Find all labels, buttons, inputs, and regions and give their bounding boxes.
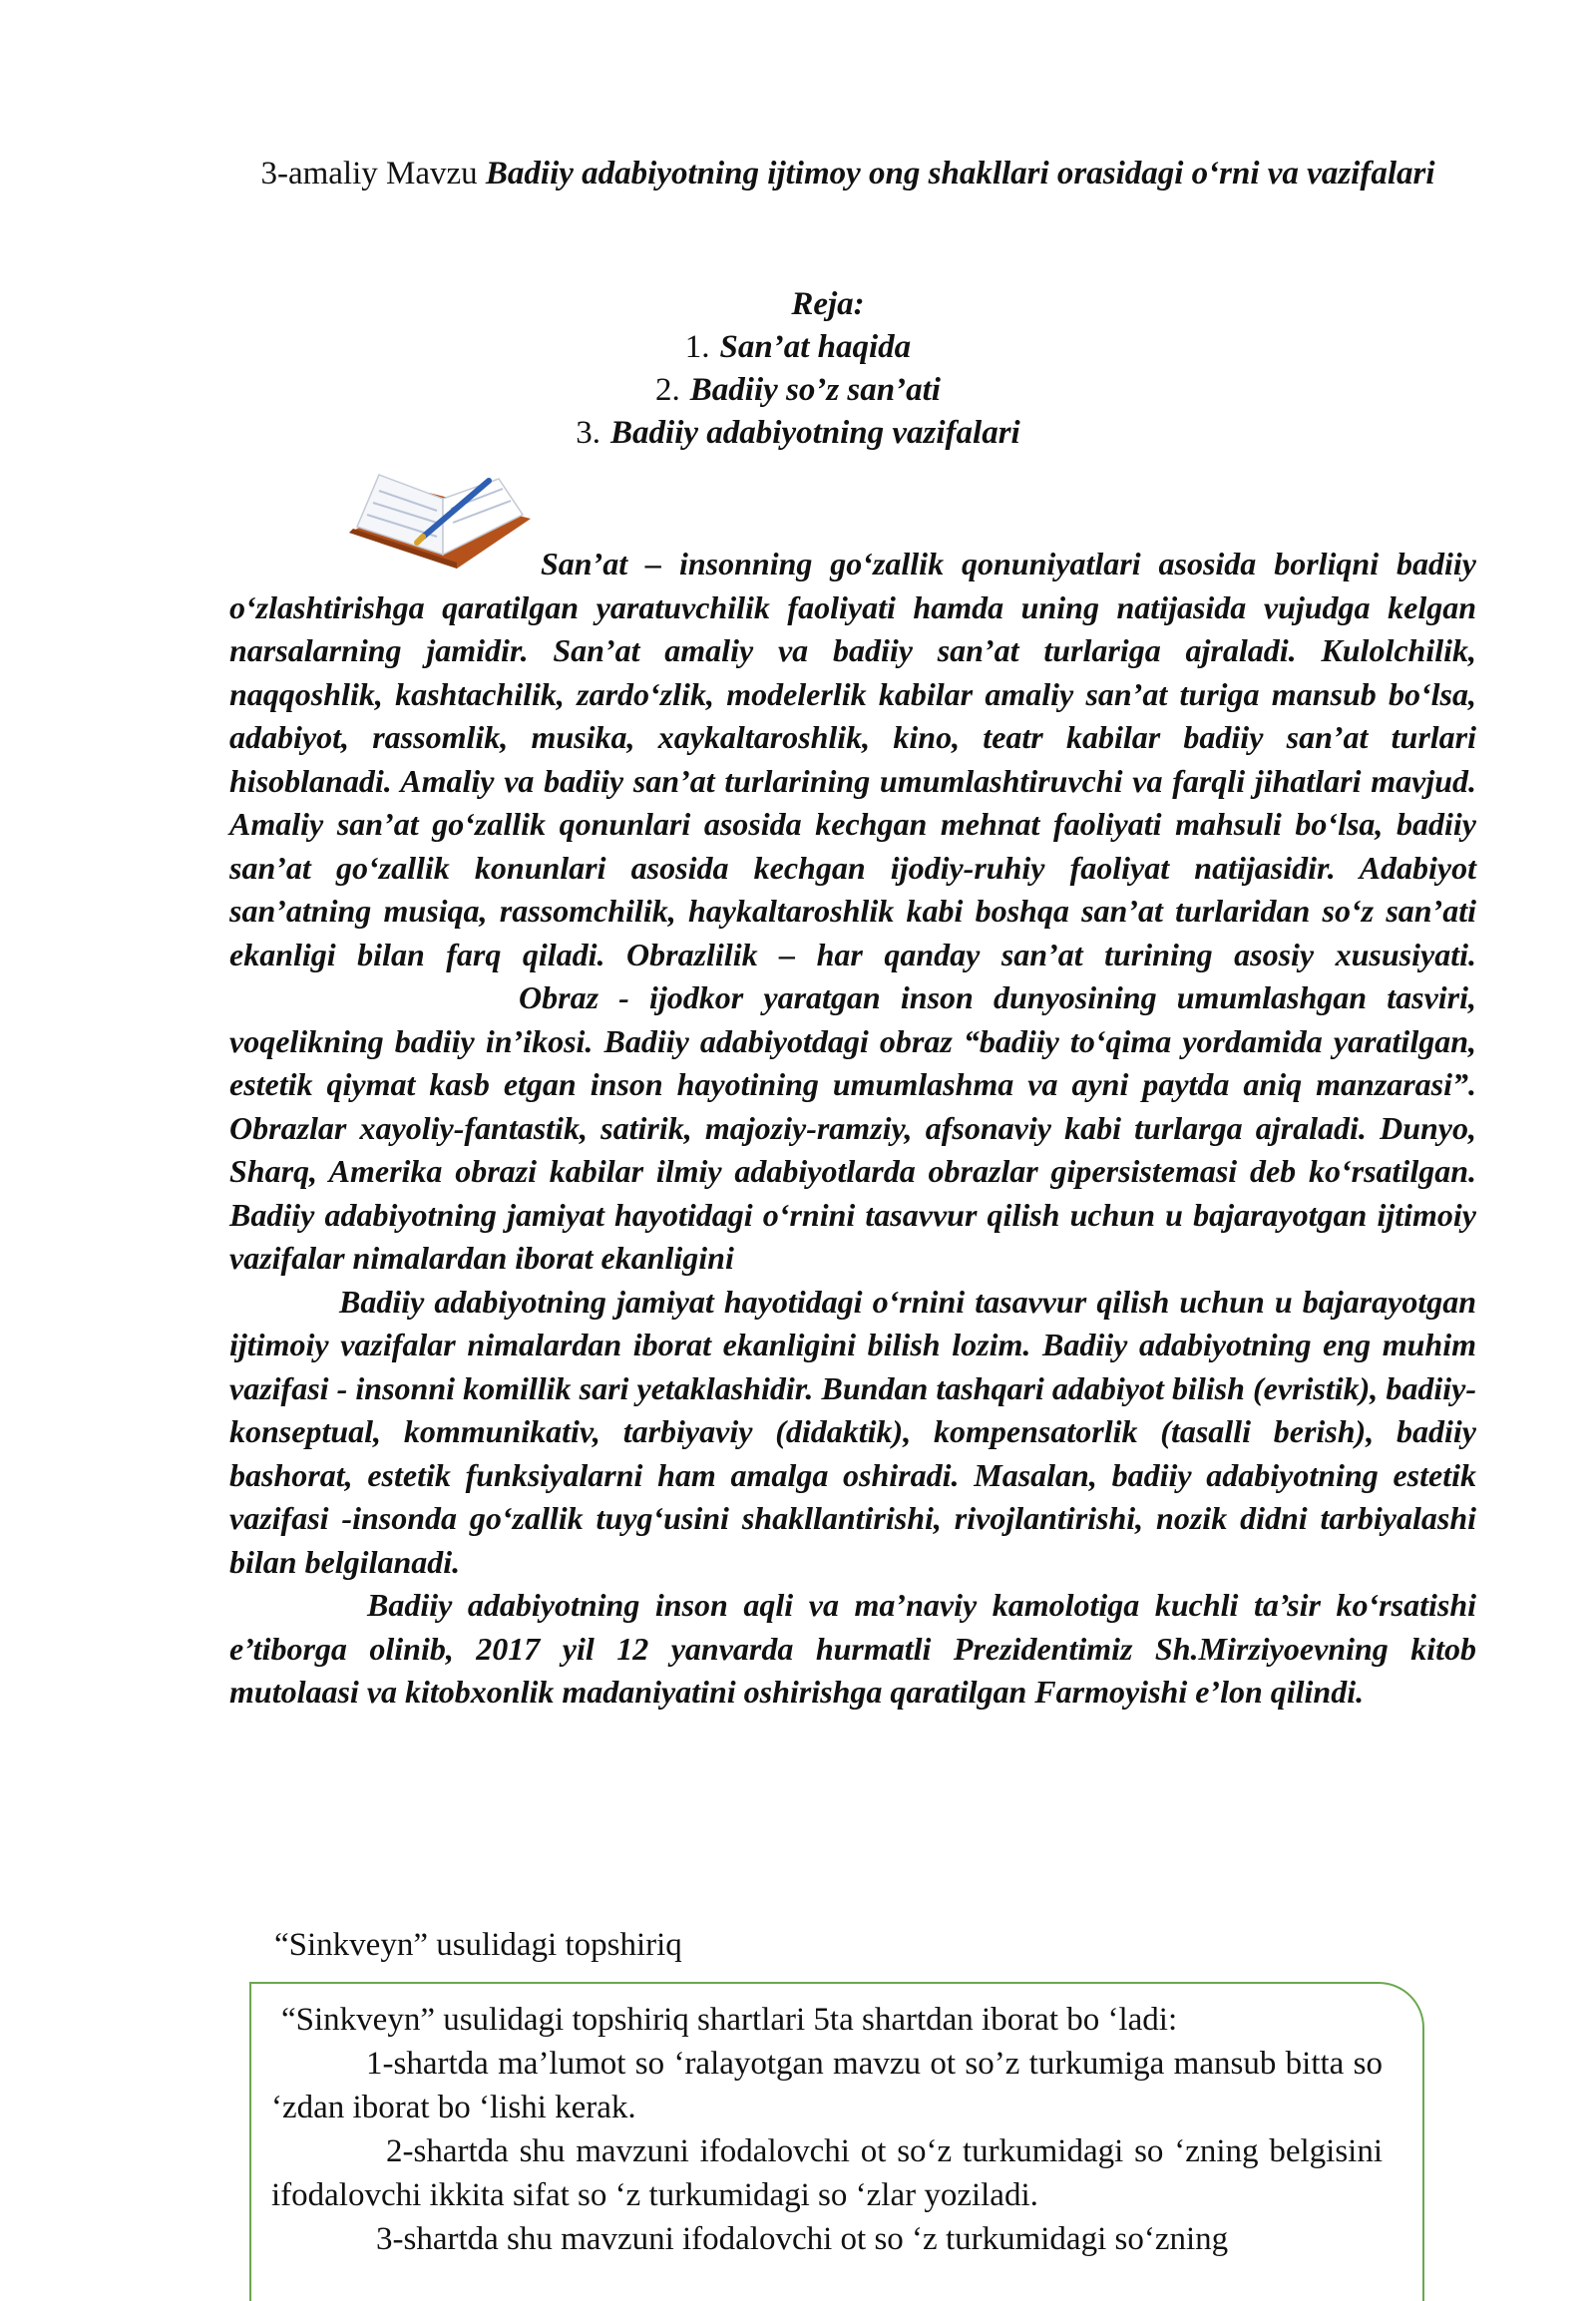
body-text <box>229 543 1476 1715</box>
task-line: “Sinkveyn” usulidagi topshiriq shartlari 5ta shartdan iborat bo ‘ladi: <box>281 2002 1178 2038</box>
plan-item: 3. Badiiy adabiyotning vazifalari <box>576 415 1020 451</box>
paragraph-3: Badiiy adabiyotning inson aqli va ma’naviy kamolotiga kuchli ta’sir ko‘rsatishi e’tiborga olinib, 2017 yil 12 yanvarda hurmatli Prezidentimiz Sh.Mirziyoevning kitob mutolaasi va kitobxonlik madaniyatini oshirishga qaratilgan Farmoyishi e’lon qilindi. <box>229 1587 1476 1710</box>
title-prefix: 3-amaliy Mavzu <box>260 156 486 192</box>
task-line: 2-shartda shu mavzuni ifodalovchi ot so‘z turkumidagi so ‘zning belgisini ifodalovchi ikkita sifat so ‘z turkumidagi so ‘zlar yoziladi. <box>271 2133 1383 2213</box>
plan-section <box>499 283 1097 455</box>
plan-item: 2. Badiiy so’z san’ati <box>655 372 941 408</box>
paragraph-1: San’at – insonning go‘zallik qonuniyatlari asosida borliqni badiiy o‘zlashtirishga qaratilgan yaratuvchilik faoliyati hamda uning natijasida vujudga kelgan narsalarning jamidir. San’at amaliy va badiiy san’at turlariga ajraladi. Kulolchilik, naqqoshlik, kashtachilik, zardo‘zlik, modelerlik kabilar amaliy san’at turiga mansub bo‘lsa, adabiyot, rassomlik, musika, xaykaltaroshlik, kino, teatr kabilar badiiy san’at turlari hisoblanadi. Amaliy va badiiy san’at turlarining umumlashtiruvchi va farqli jihatlari mavjud. Amaliy san’at go‘zallik qonunlari asosida kechgan mehnat faoliyati mahsuli bo‘lsa, badiiy san’at go‘zallik konunlari asosida kechgan ijodiy-ruhiy faoliyat natijasidir. Adabiyot san’atning musiqa, rassomchilik, haykaltaroshlik kabi boshqa san’at turlaridan so‘z san’ati ekanligi bilan farq qiladi. Obrazlilik – har qanday san’at turining asosiy xususiyati.Obraz - ijodkor yaratgan inson dunyosining umumlashgan tasviri, voqelikning badiiy in’ikosi. Badiiy adabiyotdagi obraz “badiiy to‘qima yordamida yaratilgan, estetik qiymat kasb etgan inson hayotining umumlashma va ayni paytda aniq manzarasi”. Obrazlar xayoliy-fantastik, satirik, majoziy-ramziy, afsonaviy kabi turlarga ajraladi. Dunyo, Sharq, Amerika obrazi kabilar ilmiy adabiyotlarda obrazlar gipersistemasi deb ko‘rsatilgan. Badiiy adabiyotning jamiyat hayotidagi o‘rnini tasavvur qilish uchun u bajarayotgan ijtimoiy vazifalar nimalardan iborat ekanligini <box>229 546 1476 1276</box>
plan-item: 1. San’at haqida <box>684 329 912 365</box>
task-line: 3-shartda shu mavzuni ifodalovchi ot so ‘z turkumidagi so‘zning <box>376 2221 1229 2257</box>
paragraph-2: Badiiy adabiyotning jamiyat hayotidagi o‘rnini tasavvur qilish uchun u bajarayotgan ijtimoiy vazifalar nimalardan iborat ekanligini bilish lozim. Badiiy adabiyotning eng muhim vazifasi - insonni komillik sari yetaklashidir. Bundan tashqari adabiyot bilish (evristik), badiiy-konseptual, kommunikativ, tarbiyaviy (didaktik), kompensatorlik (tasalli berish), badiiy bashorat, estetik funksiyalarni ham amalga oshiradi. Masalan, badiiy adabiyotning estetik vazifasi -insonda go‘zallik tuyg‘usini shakllantirishi, rivojlantirishi, nozik didni tarbiyalashi bilan belgilanadi. <box>229 1283 1476 1580</box>
task-heading: “Sinkveyn” usulidagi topshiriq <box>274 1927 682 1963</box>
plan-heading: Reja: <box>791 286 865 322</box>
title-topic: Badiiy adabiyotning ijtimoy ong shakllari orasidagi o‘rni va vazifalari <box>485 156 1435 192</box>
plan-list <box>499 326 1097 455</box>
task-box <box>249 1982 1424 2301</box>
task-line: 1-shartda ma’lumot so ‘ralayotgan mavzu ot so’z turkumiga mansub bitta so ‘zdan iborat bo ‘lishi kerak. <box>271 2046 1383 2125</box>
page-title <box>229 152 1466 195</box>
